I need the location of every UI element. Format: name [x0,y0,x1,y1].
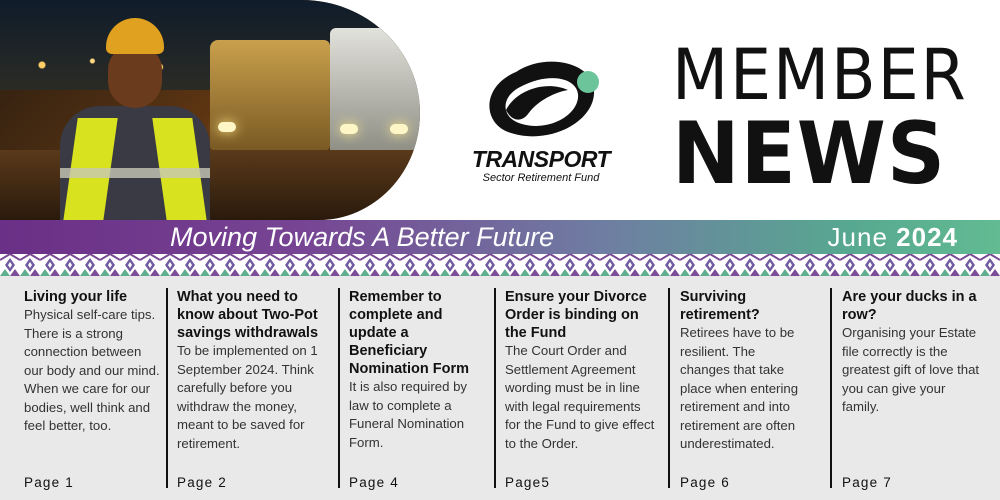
page-reference[interactable]: Page 7 [842,475,892,490]
truck-illustration [330,28,420,158]
article-summary: It is also required by law to complete a Funeral Nomination Form. [349,379,468,450]
article-title: Living your life [24,289,128,305]
truck-illustration [210,40,330,150]
article-title: Ensure your Divorce Order is binding on the Fund [505,289,647,341]
article-summary: Organising your Estate file correctly is the greatest gift of love that you can give your family. [842,325,980,414]
article-columns [0,276,1000,500]
page-reference[interactable]: Page 1 [24,475,74,490]
tagline: Moving Towards A Better Future [170,222,555,252]
article-summary: The Court Order and Settlement Agreement wording must be in line with legal requirements for the Fund to give effect to the Order. [505,343,655,451]
page-reference[interactable]: Page5 [505,475,551,490]
decorative-pattern-border [0,254,1000,276]
article-title: Surviving retirement? [680,289,760,323]
article-teaser[interactable] [842,288,982,500]
article-teaser[interactable] [177,288,332,500]
article-title: Are your ducks in a row? [842,289,977,323]
article-summary: Physical self-care tips. There is a strong connection between our body and our mind. When we care for our bodies, well think and feel better, too. [24,307,160,433]
article-title: What you need to know about Two-Pot savings withdrawals [177,289,319,341]
article-teaser[interactable] [505,288,657,500]
logo-subtitle: Sector Retirement Fund [482,172,600,184]
tagline-banner [0,220,1000,254]
logo-wordmark: TRANSPORT [471,146,611,172]
page-reference[interactable]: Page 2 [177,475,227,490]
article-summary: Retirees have to be resilient. The changes that take place when entering retirement and into retirement are often underestimated. [680,325,799,451]
page-reference[interactable]: Page 6 [680,475,730,490]
logo-swirl-icon [476,50,606,150]
newsletter-header [0,0,1000,220]
article-title: Remember to complete and update a Beneficiary Nomination Form [349,289,470,377]
article-summary: To be implemented on 1 September 2024. Think carefully before you withdraw the money, meant to be saved for retirement. [177,343,318,451]
title-news: NEWS [672,104,947,204]
article-teaser[interactable] [680,288,800,500]
page-reference[interactable]: Page 4 [349,475,399,490]
fund-logo [466,50,616,190]
issue-date [828,220,958,254]
article-teaser[interactable] [24,288,160,500]
issue-year: 2024 [896,222,958,252]
issue-month: June [827,222,888,252]
title-member: MEMBER [672,34,968,116]
article-teaser[interactable] [349,288,479,500]
worker-figure [60,18,210,220]
hero-photo-truck-driver [0,0,420,220]
